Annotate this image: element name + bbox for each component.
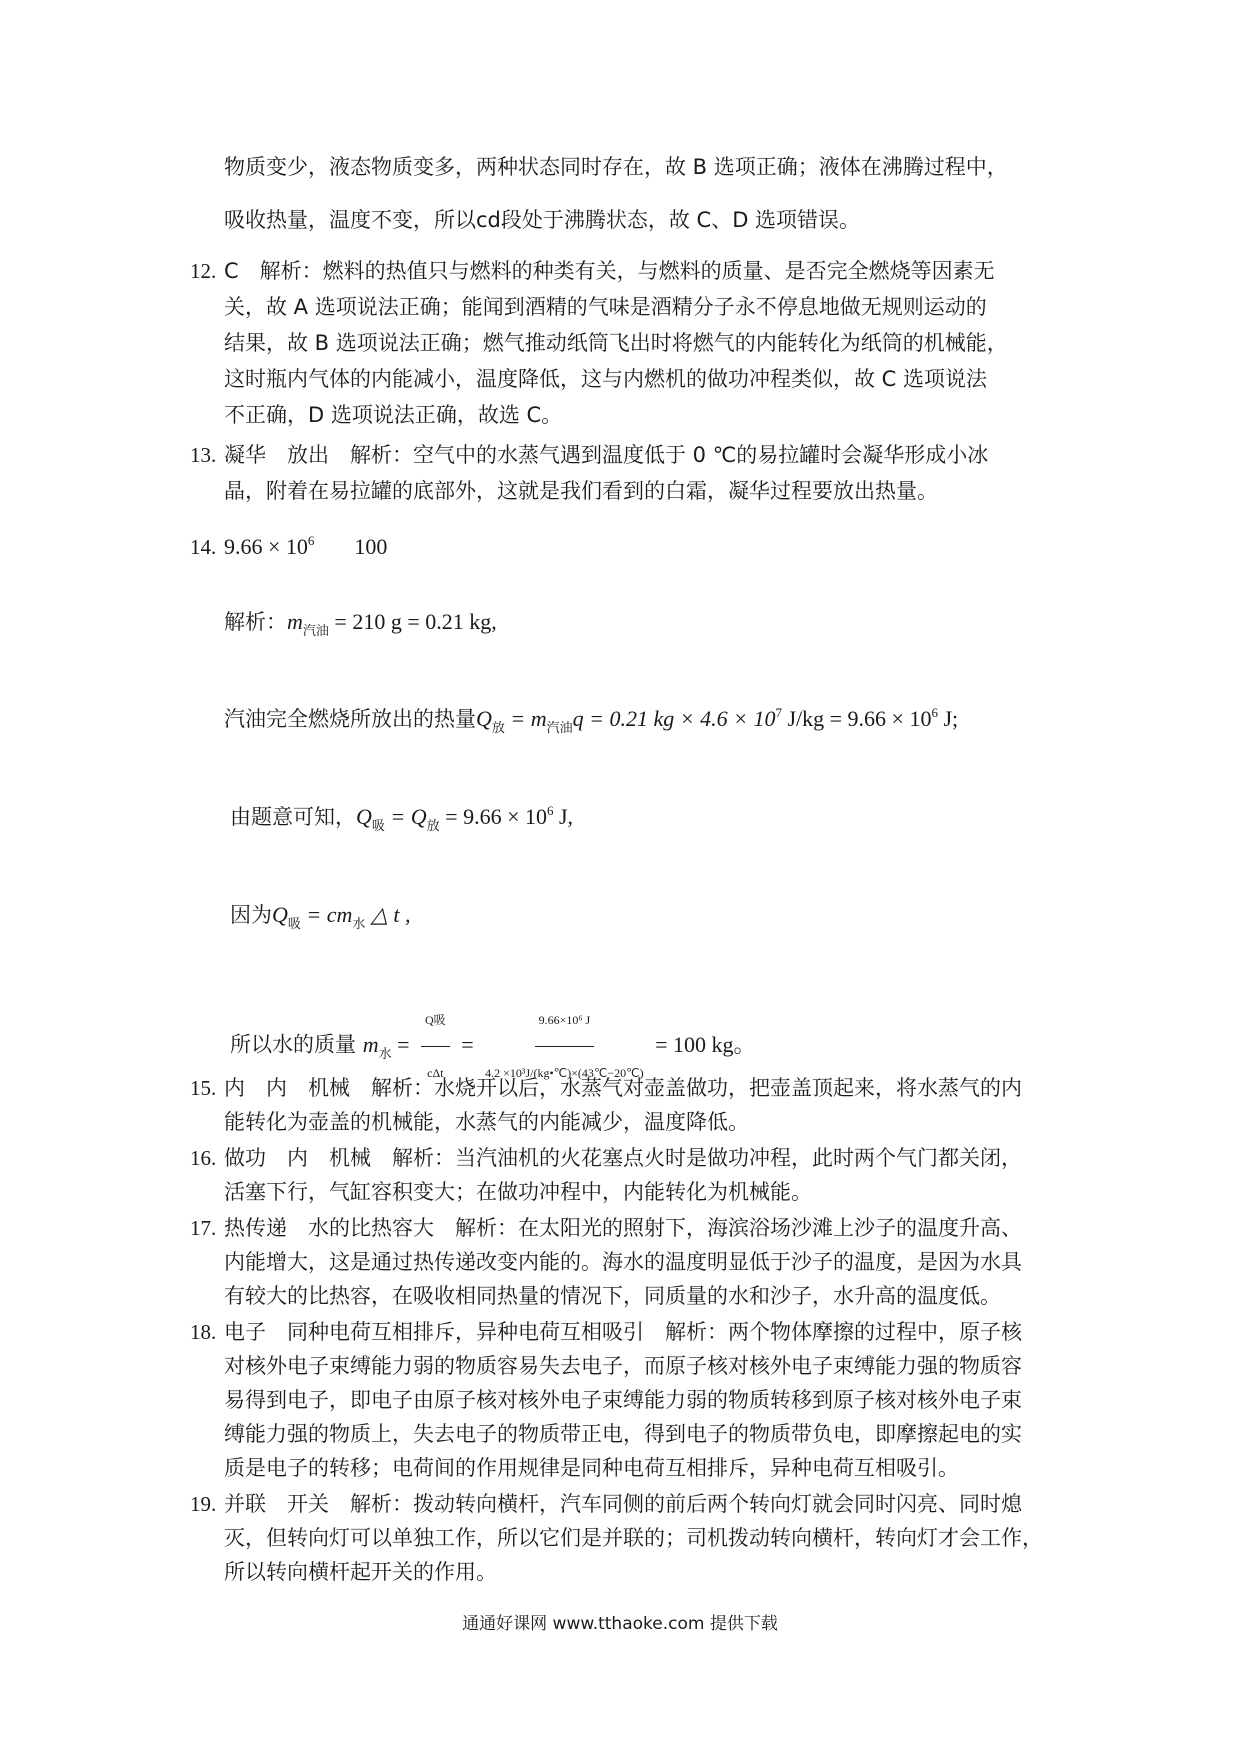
solution-step: 由题意可知，$Q_吸 = Q_放 = 9.66 \times 10^6$ J, [230, 803, 574, 833]
text-line: 凝华 放出 解析：空气中的水蒸气遇到温度低于 0 ℃的易拉罐时会凝华形成小冰 [224, 443, 989, 467]
text-line: 易得到电子，即电子由原子核对核外电子束缚能力弱的物质转移到原子核对核外电子束 [224, 1388, 1022, 1412]
text-line: 质是电子的转移；电荷间的作用规律是同种电荷互相排斥，异种电荷互相吸引。 [224, 1456, 959, 1480]
text-line: 缚能力强的物质上，失去电子的物质带正电，得到电子的物质带负电，即摩擦起电的实 [224, 1422, 1022, 1446]
page-footer: 通通好课网 www.tthaoke.com 提供下载 [462, 1614, 778, 1634]
question-number: 18. [190, 1320, 217, 1344]
text-line: 灭，但转向灯可以单独工作，所以它们是并联的；司机拨动转向横杆，转向灯才会工作， [224, 1526, 1043, 1550]
text-line: 能转化为壶盖的机械能，水蒸气的内能减少，温度降低。 [224, 1110, 749, 1134]
question-number: 17. [190, 1216, 217, 1240]
solution-step: 因为$Q_吸 = cm_水$ △ t , [230, 902, 411, 931]
text-line: 所以转向横杆起开关的作用。 [224, 1560, 497, 1584]
text-line: 电子 同种电荷互相排斥，异种电荷互相吸引 解析：两个物体摩擦的过程中，原子核 [224, 1320, 1022, 1344]
answer-value: 9.66 × 10 [224, 534, 308, 559]
solution-step: 解析：$m_{汽油} = 210$ g = 0.21 kg, [224, 609, 497, 638]
answer-value: 100 [354, 534, 388, 559]
text-line: 这时瓶内气体的内能减小，温度降低，这与内燃机的做功冲程类似，故 C 选项说法 [224, 367, 988, 391]
text-line: 活塞下行，气缸容积变大；在做功冲程中，内能转化为机械能。 [224, 1180, 812, 1204]
question-number: 13. [190, 443, 217, 467]
question-number: 15. [190, 1076, 217, 1100]
text-line: 有较大的比热容，在吸收相同热量的情况下，同质量的水和沙子，水升高的温度低。 [224, 1284, 1001, 1308]
text-line: 不正确，D 选项说法正确，故选 C。 [224, 403, 563, 427]
text-line: 晶，附着在易拉罐的底部外，这就是我们看到的白霜，凝华过程要放出热量。 [224, 479, 938, 503]
text-line: 内 内 机械 解析：水烧开以后，水蒸气对壶盖做功，把壶盖顶起来，将水蒸气的内 [224, 1076, 1022, 1100]
text-line: 物质变少，液态物质变多，两种状态同时存在，故 B 选项正确；液体在沸腾过程中， [224, 155, 1008, 179]
text-line: 对核外电子束缚能力弱的物质容易失去电子，而原子核对核外电子束缚能力强的物质容 [224, 1354, 1022, 1378]
text-line: 并联 开关 解析：拨动转向横杆，汽车同侧的前后两个转向灯就会同时闪亮、同时熄 [224, 1492, 1022, 1516]
question-number: 19. [190, 1492, 217, 1516]
text-line: 关，故 A 选项说法正确；能闻到酒精的气味是酒精分子永不停息地做无规则运动的 [224, 295, 987, 319]
solution-step: 汽油完全燃烧所放出的热量$Q_放 = m_{汽油}q = 0.21$ kg × $4.6 \times 10^7$ $J/kg = 9.66 \times 10^6$ J; [224, 705, 959, 735]
text-line: 热传递 水的比热容大 解析：在太阳光的照射下，海滨浴场沙滩上沙子的温度升高、 [224, 1216, 1022, 1240]
fraction: $\frac{\text{9.66×10⁶ J}}{\text{4.2 ×10³J/(kg•℃)×(43℃−20℃)}}$ [485, 995, 644, 1098]
fraction: $\frac{\text{Q吸}}{\text{cΔt}}$ [421, 995, 450, 1098]
question-number: 14. [190, 535, 217, 559]
text-line: 结果，故 B 选项说法正确；燃气推动纸筒飞出时将燃气的内能转化为纸筒的机械能， [224, 331, 1008, 355]
solution-step: 所以水的质量 $m_水$ = $\frac{\text{Q吸}}{\text{cΔt}}$ = $\frac{\text{9.66×10⁶ J}}{\text{4.2 ×10³J/(kg•℃)×(43℃−20℃)}}$ = 100 kg。 [230, 995, 756, 1098]
answer-line: $9.66 \times 10^6$ 100 [224, 533, 388, 559]
text-line: 吸收热量，温度不变，所以cd段处于沸腾状态，故 C、D 选项错误。 [224, 208, 861, 232]
question-number: 16. [190, 1146, 217, 1170]
text-line: 做功 内 机械 解析：当汽油机的火花塞点火时是做功冲程，此时两个气门都关闭， [224, 1146, 1022, 1170]
text-line: 内能增大，这是通过热传递改变内能的。海水的温度明显低于沙子的温度，是因为水具 [224, 1250, 1022, 1274]
text-line: C 解析：燃料的热值只与燃料的种类有关，与燃料的质量、是否完全燃烧等因素无 [224, 259, 995, 283]
question-number: 12. [190, 259, 217, 283]
